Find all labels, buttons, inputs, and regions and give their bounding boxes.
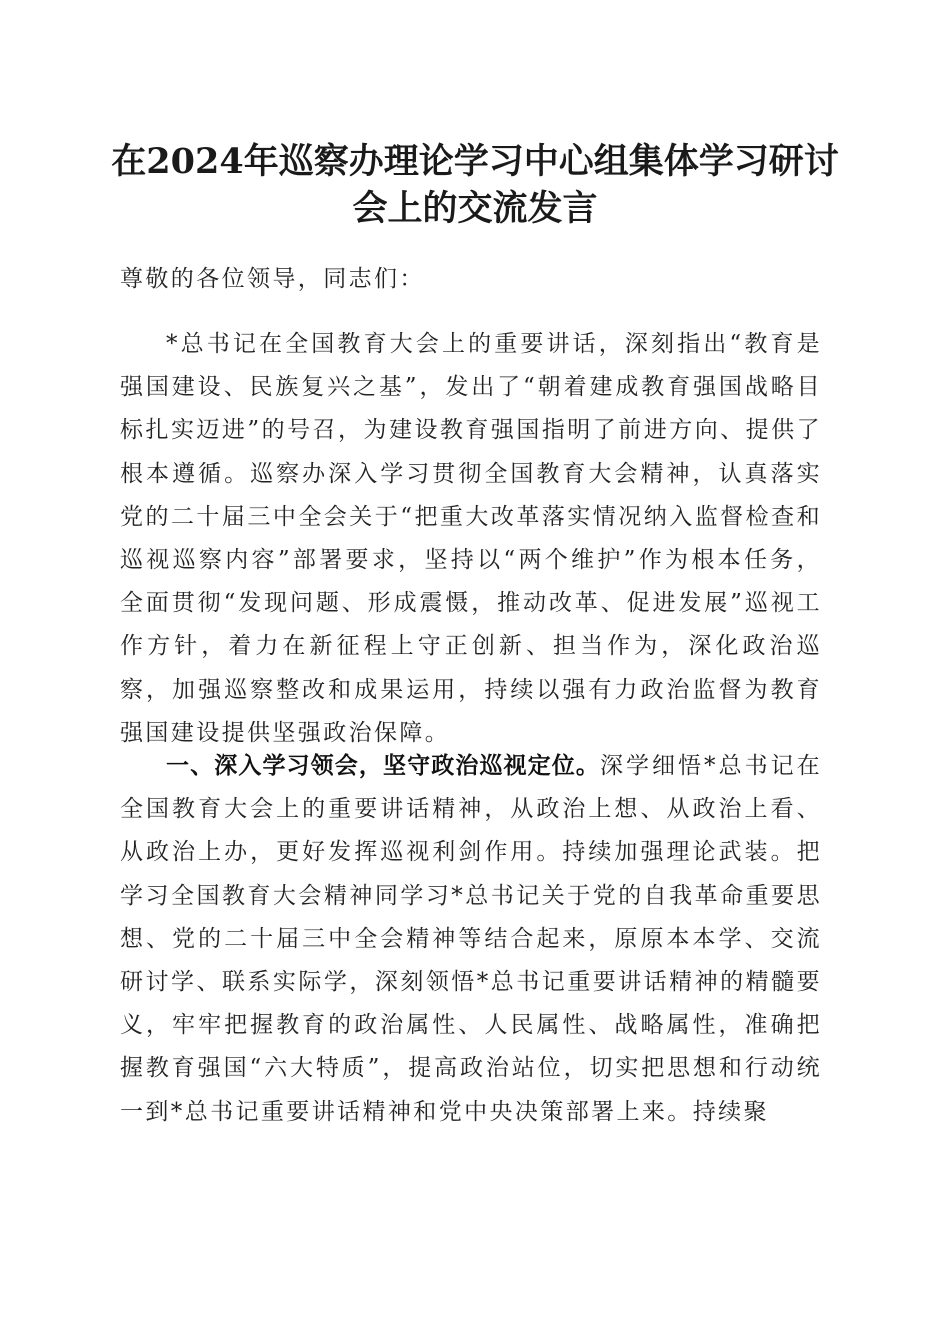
paragraph-section-one (120, 745, 822, 1134)
document-title: 在2024年巡察办理论学习中心组集体学习研讨会上的交流发言 (111, 141, 839, 229)
section-body: 深学细悟*总书记在全国教育大会上的重要讲话精神，从政治上想、从政治上看、从政治上办，更好发挥巡视利剑作用。持续加强理论武装。把学习全国教育大会精神同学习*总书记关于党的自我革命重要思想、党的二十届三中全会精神等结合起来，原原本本学、交流研讨学、联系实际学，深刻领悟*总书记重要讲话精神的精髓要义，牢牢把握教育的政治属性、人民属性、战略属性，准确把握教育强国“六大特质”，提高政治站位，切实把思想和行动统一到*总书记重要讲话精神和党中央决策部署上来。持续聚 (120, 753, 823, 1125)
salutation: 尊敬的各位领导，同志们： (120, 266, 425, 292)
paragraph-intro: *总书记在全国教育大会上的重要讲话，深刻指出“教育是强国建设、民族复兴之基”，发出了“朝着建成教育强国战略目标扎实迈进”的号召，为建设教育强国指明了前进方向、提供了根本遵循。巡察办深入学习贯彻全国教育大会精神，认真落实党的二十届三中全会关于“把重大改革落实情况纳入监督检查和巡视巡察内容”部署要求，坚持以“两个维护”作为根本任务，全面贯彻“发现问题、形成震慑，推动改革、促进发展”巡视工作方针，着力在新征程上守正创新、担当作为，深化政治巡察，加强巡察整改和成果运用，持续以强有力政治监督为教育强国建设提供坚强政治保障。 (120, 331, 822, 746)
section-heading: 一、深入学习领会，坚守政治巡视定位。 (166, 753, 601, 779)
